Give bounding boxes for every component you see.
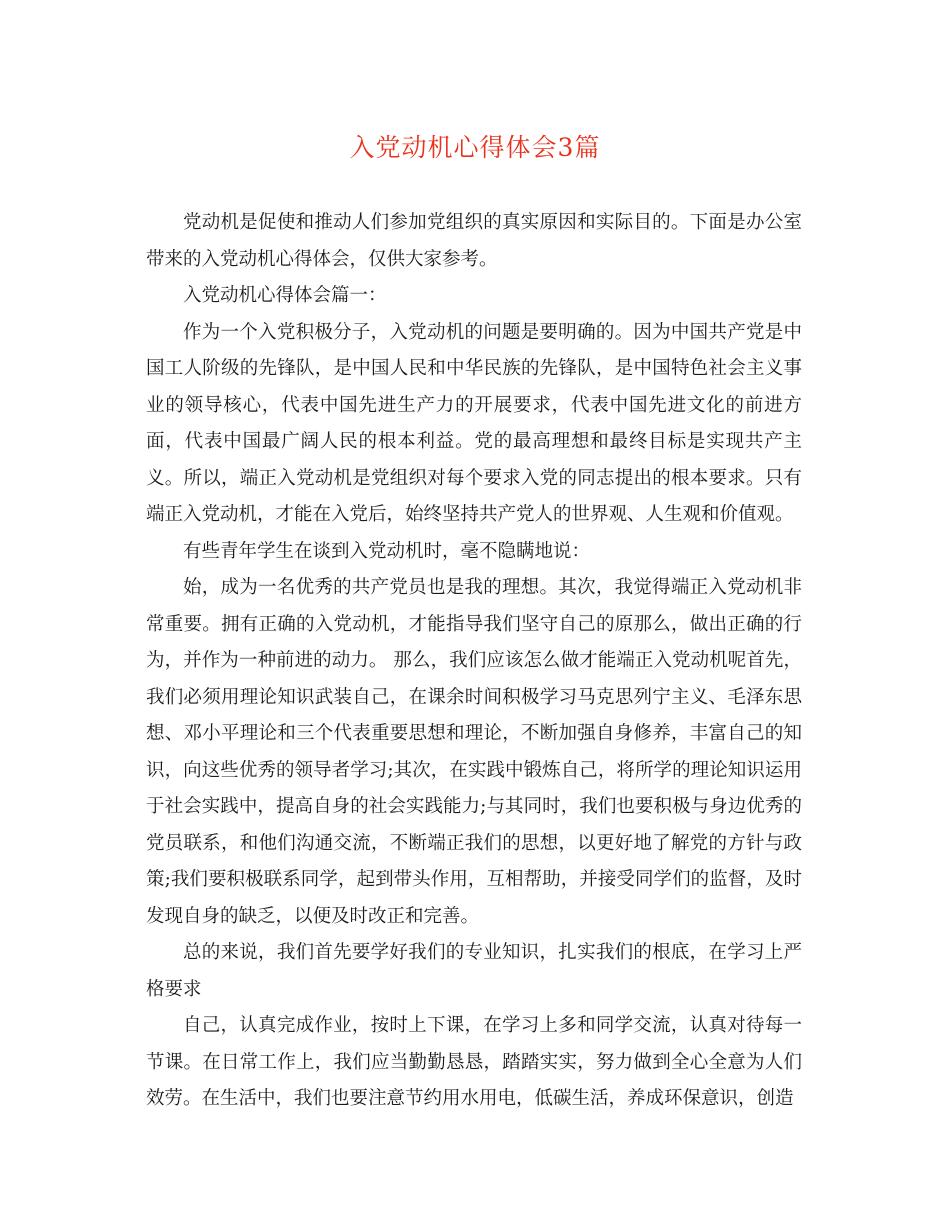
paragraph-students: 有些青年学生在谈到入党动机时，毫不隐瞒地说： (183, 540, 591, 562)
paragraph-intro: 党动机是促使和推动人们参加党组织的真实原因和实际目的。下面是办公室带来的入党动机心得体会，仅供大家参考。 (146, 212, 802, 270)
document-title: 入党动机心得体会3篇 (349, 133, 601, 162)
paragraph-section-heading: 入党动机心得体会篇一： (183, 285, 387, 306)
paragraph-motive: 作为一个入党积极分子，入党动机的问题是要明确的。因为中国共产党是中国工人阶级的先锋队，是中国人民和中华民族的先锋队，是中国特色社会主义事业的领导核心，代表中国先进生产力的开展要求，代表中国先进文化的前进方面，代表中国最广阔人民的根本利益。党的最高理想和最终目标是实现共产主义。所以，端正入党动机是党组织对每个要求入党的同志提出的根本要求。只有端正入党动机，才能在入党后，始终坚持共产党人的世界观、人生观和价值观。 (146, 321, 802, 525)
paragraph-self: 自己，认真完成作业，按时上下课，在学习上多和同学交流，认真对待每一节课。在日常工作上，我们应当勤勤恳恳，踏踏实实，努力做到全心全意为人们效劳。在生活中，我们也要注意节约用水用电，低碳生活，养成环保意识，创造 (146, 1015, 802, 1109)
paragraph-ideal: 始，成为一名优秀的共产党员也是我的理想。其次，我觉得端正入党动机非常重要。拥有正确的入党动机，才能指导我们坚守自己的原那么，做出正确的行为，并作为一种前进的动力。 那么，我们应该怎么做才能端正入党动机呢首先，我们必须用理论知识武装自己，在课余时间积极学习马克思列宁主义、毛泽东思想、邓小平理论和三个代表重要思想和理论，不断加强自身修养，丰富自己的知识，向这些优秀的领导者学习;其次，在实践中锻炼自己，将所学的理论知识运用于社会实践中，提高自身的社会实践能力;与其同时，我们也要积极与身边优秀的党员联系，和他们沟通交流，不断端正我们的思想，以更好地了解党的方针与政策;我们要积极联系同学，起到带头作用，互相帮助，并接受同学们的监督，及时发现自身的缺乏，以便及时改正和完善。 (146, 577, 802, 927)
document-body (146, 205, 802, 1118)
paragraph-summary: 总的来说，我们首先要学好我们的专业知识，扎实我们的根底，在学习上严格要求 (146, 942, 802, 1000)
